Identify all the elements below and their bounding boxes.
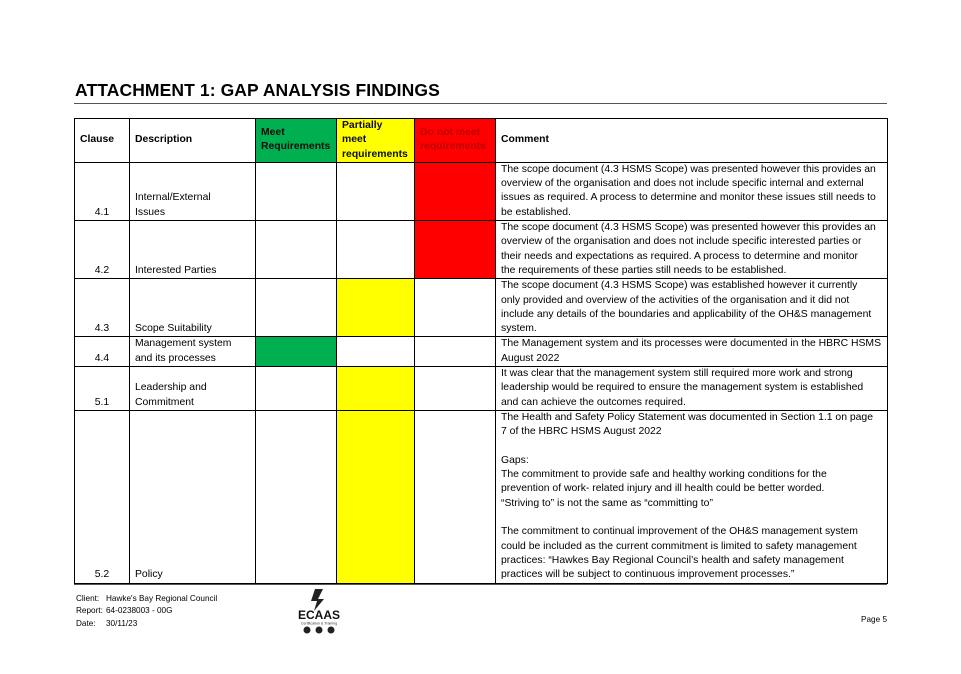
status-not-meet-cell (415, 367, 496, 411)
header-description: Description (130, 119, 256, 163)
status-partial-cell (337, 279, 415, 337)
comment-cell: The scope document (4.3 HSMS Scope) was presented however this provides an overview of the organisation and does not include specific interested parties or their needs and expectations as required. A process to determine and monitor the requirements of these parties still needs to be established. (496, 221, 888, 279)
status-partial-cell (337, 221, 415, 279)
footer-info (76, 593, 217, 630)
table-header-row (75, 119, 888, 163)
footer-client: Client: Hawke's Bay Regional Council (76, 594, 218, 603)
status-meet-cell (256, 410, 337, 583)
header-partial: Partially meet requirements (337, 119, 415, 163)
header-clause: Clause (75, 119, 130, 163)
ecaas-logo (293, 587, 345, 635)
header-meet: Meet Requirements (256, 119, 337, 163)
header-not-meet: Do not meet requirements (415, 119, 496, 163)
description-cell: Internal/External Issues (130, 162, 256, 220)
comment-cell: The scope document (4.3 HSMS Scope) was established however it currently only provided and overview of the activities of the organisation and it did not include any details of the boundaries and applicability of the OH&S management system. (496, 279, 888, 337)
status-meet-cell (256, 221, 337, 279)
clause-cell: 5.2 (75, 410, 130, 583)
footer-rule (74, 584, 887, 585)
description-cell: Interested Parties (130, 221, 256, 279)
status-not-meet-cell (415, 279, 496, 337)
footer-date: Date: 30/11/23 (76, 618, 138, 628)
clause-cell: 4.4 (75, 337, 130, 367)
status-partial-cell (337, 367, 415, 411)
header-comment: Comment (496, 119, 888, 163)
status-partial-cell (337, 337, 415, 367)
svg-text:ECAAS: ECAAS (297, 608, 341, 622)
status-meet-cell (256, 162, 337, 220)
table-row (75, 410, 888, 583)
gap-analysis-table (74, 118, 888, 584)
status-not-meet-cell (415, 162, 496, 220)
title-underline (74, 103, 887, 104)
status-partial-cell (337, 162, 415, 220)
status-not-meet-cell (415, 410, 496, 583)
footer-report: Report: 64-0238003 - 00G (76, 606, 173, 616)
description-cell: Scope Suitability (130, 279, 256, 337)
comment-cell: It was clear that the management system still required more work and strong leadership would be required to ensure the management system is established and can achieve the outcomes required. (496, 367, 888, 411)
comment-cell: The Health and Safety Policy Statement was documented in Section 1.1 on page 7 of the HBRC HSMS August 2022 Gaps: The commitment to provide safe and healthy working conditions for the prevention of work- related injury and ill health could be better worded. “Striving to” is not the same as “committing to” The commitment to continual improvement of the OH&S management system could be included as the current commitment is limited to safety management practices: “Hawkes Bay Regional Council’s health and safety management practices will be subject to continuous improvement processes.” (496, 410, 888, 583)
comment-cell: The scope document (4.3 HSMS Scope) was presented however this provides an overview of the organisation and does not include specific internal and external issues as required. A process to determine and monitor these issues still needs to be established. (496, 162, 888, 220)
clause-cell: 4.1 (75, 162, 130, 220)
page-title: ATTACHMENT 1: GAP ANALYSIS FINDINGS (75, 80, 440, 100)
svg-text:Certification & Training: Certification & Training (300, 621, 338, 626)
table-row (75, 162, 888, 220)
page-number: Page 5 (861, 615, 887, 624)
description-cell: Policy (130, 410, 256, 583)
description-cell: Management system and its processes (130, 337, 256, 367)
table-row (75, 279, 888, 337)
status-not-meet-cell (415, 337, 496, 367)
status-meet-cell (256, 367, 337, 411)
clause-cell: 5.1 (75, 367, 130, 411)
table-row (75, 367, 888, 411)
comment-cell: The Management system and its processes were documented in the HBRC HSMS August 2022 (496, 337, 888, 367)
clause-cell: 4.3 (75, 279, 130, 337)
status-not-meet-cell (415, 221, 496, 279)
status-meet-cell (256, 279, 337, 337)
table-row (75, 221, 888, 279)
status-meet-cell (256, 337, 337, 367)
table-row (75, 337, 888, 367)
clause-cell: 4.2 (75, 221, 130, 279)
status-partial-cell (337, 410, 415, 583)
description-cell: Leadership and Commitment (130, 367, 256, 411)
